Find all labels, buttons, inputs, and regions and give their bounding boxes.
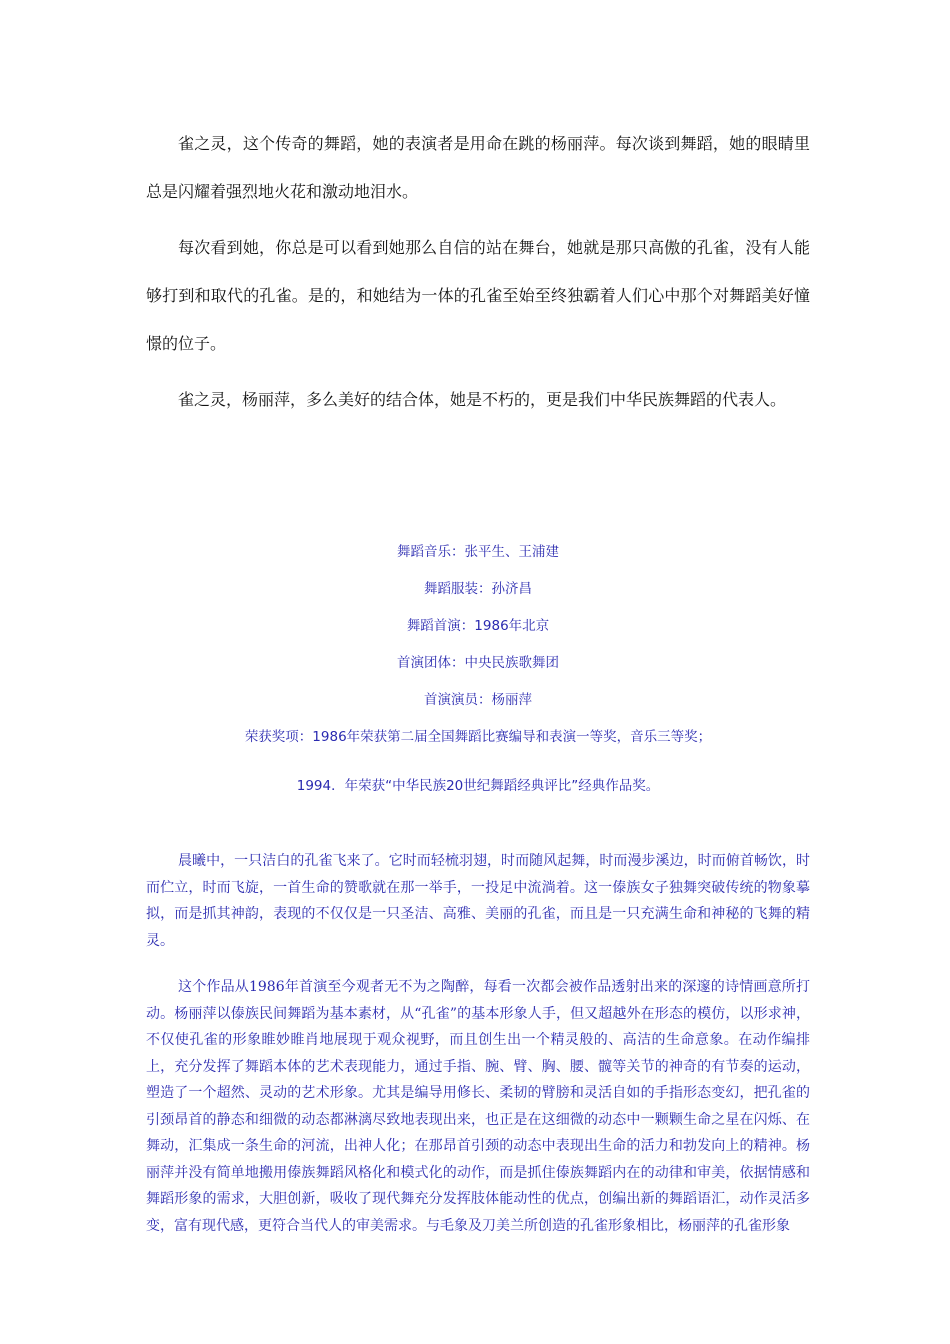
intro-paragraph: 每次看到她，你总是可以看到她那么自信的站在舞台，她就是那只高傲的孔雀，没有人能够打到和取代的孔雀。是的，和她结为一体的孔雀至始至终独霸着人们心中那个对舞蹈美好憧憬的位子。 (146, 238, 810, 353)
intro-section (146, 120, 810, 424)
credit-music: 舞蹈音乐：张平生、王浦建 (397, 544, 559, 560)
intro-paragraph: 雀之灵，这个传奇的舞蹈，她的表演者是用命在跳的杨丽萍。每次谈到舞蹈，她的眼睛里总是闪耀着强烈地火花和激动地泪水。 (146, 134, 810, 201)
credit-performer: 首演演员：杨丽萍 (424, 692, 532, 708)
credit-premiere: 舞蹈首演：1986年北京 (406, 618, 550, 634)
credit-troupe: 首演团体：中央民族歌舞团 (397, 655, 559, 671)
credit-awards-continued: 1994．年荣获“中华民族20世纪舞蹈经典评比”经典作品奖。 (296, 778, 660, 794)
body-section (146, 848, 810, 1239)
body-paragraph: 晨曦中，一只洁白的孔雀飞来了。它时而轻梳羽翅，时而随风起舞，时而漫步溪边，时而俯首畅饮，时而伫立，时而飞旋，一首生命的赞歌就在那一举手，一投足中流淌着。这一傣族女子独舞突破传统的物象摹拟，而是抓其神韵，表现的不仅仅是一只圣洁、高雅、美丽的孔雀，而且是一只充满生命和神秘的飞舞的精灵。 (146, 853, 810, 949)
credits-block (146, 540, 810, 811)
credit-awards: 荣获奖项：1986年荣获第二届全国舞蹈比赛编导和表演一等奖，音乐三等奖； (244, 729, 712, 745)
body-paragraph: 这个作品从1986年首演至今观者无不为之陶醉，每看一次都会被作品透射出来的深邃的诗情画意所打动。杨丽萍以傣族民间舞蹈为基本素材，从“孔雀”的基本形象人手，但又超越外在形态的模仿，以形求神，不仅使孔雀的形象睢妙睢肖地展现于观众视野，而且创生出一个精灵般的、高洁的生命意象。在动作编排上，充分发挥了舞蹈本体的艺术表现能力，通过手指、腕、臂、胸、腰、髋等关节的神奇的有节奏的运动，塑造了一个超然、灵动的艺术形象。尤其是编导用修长、柔韧的臂膀和灵活自如的手指形态变幻，把孔雀的引颈昂首的静态和细微的动态都淋漓尽致地表现出来，也正是在这细微的动态中一颗颗生命之星在闪烁、在舞动，汇集成一条生命的河流，出神人化；在那昂首引颈的动态中表现出生命的活力和勃发向上的精神。杨丽萍并没有简单地搬用傣族舞蹈风格化和模式化的动作，而是抓住傣族舞蹈内在的动律和审美，依据情感和舞蹈形象的需求，大胆创新，吸收了现代舞充分发挥肢体能动性的优点，创编出新的舞蹈语汇，动作灵活多变，富有现代感，更符合当代人的审美需求。与毛象及刀美兰所创造的孔雀形象相比，杨丽萍的孔雀形象 (146, 979, 810, 1234)
intro-paragraph: 雀之灵，杨丽萍，多么美好的结合体，她是不朽的，更是我们中华民族舞蹈的代表人。 (178, 390, 787, 409)
credit-costume: 舞蹈服装：孙济昌 (424, 581, 532, 597)
